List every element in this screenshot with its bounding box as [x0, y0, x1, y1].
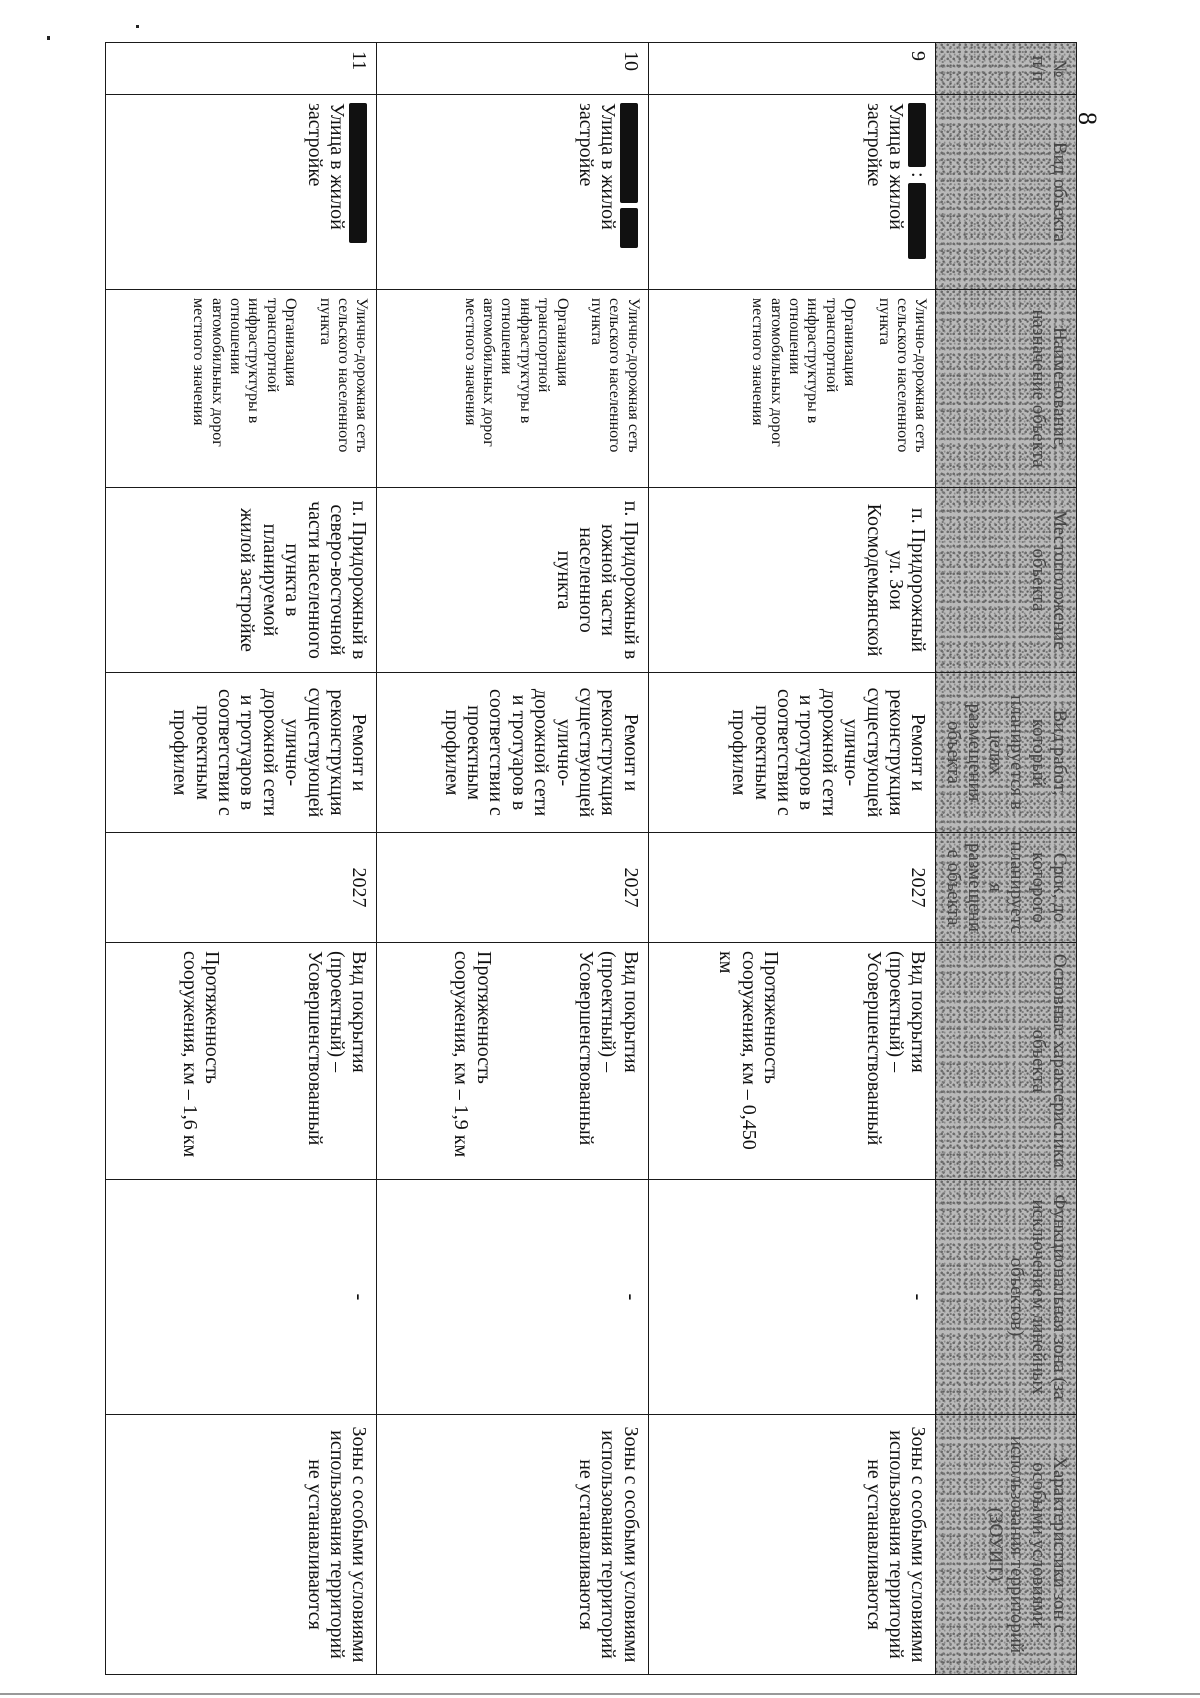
scan-speck	[136, 25, 139, 28]
row-num: 11	[106, 43, 377, 95]
row-name-2: Организация транспортной инфраструктуры в отношении автомобильных дорог местного значения	[749, 298, 859, 447]
row-specs-cell	[106, 943, 377, 1180]
row-type-cell	[648, 95, 936, 290]
row-zone: -	[648, 1180, 936, 1415]
row-type: Улица в жилой застройке	[575, 103, 620, 230]
row-type: Улица в жилой застройке	[303, 103, 349, 230]
row-type-cell	[106, 95, 377, 290]
row-specs-1: Вид покрытия (проектный) – Усовершенствованный	[303, 951, 371, 1146]
row-term: 2027	[106, 833, 377, 943]
header-specs: Основные характеристики объекта	[936, 943, 1077, 1180]
header-zouit: Характеристики зон с особыми условиями использования территорий (ЗОУИТ)	[936, 1415, 1077, 1675]
row-specs-1: Вид покрытия (проектный) – Усовершенствованный	[862, 951, 930, 1146]
row-num: 10	[377, 43, 648, 95]
header-num: № п/п	[936, 43, 1077, 95]
row-specs-2: Протяженность сооружения, км – 1,6 км	[178, 951, 224, 1158]
redacted-mark	[619, 103, 641, 281]
row-term: 2027	[377, 833, 648, 943]
row-type: Улица в жилой застройке	[862, 103, 908, 230]
header-location: Местоположение объекта	[936, 488, 1077, 673]
row-location: п. Придорожный в северо-восточной части населенного пункта в планируемой жилой застройке	[106, 488, 377, 673]
row-zouit: Зоны с особыми условиями использования территорий не устанавливаются	[377, 1415, 648, 1675]
header-row	[936, 43, 1077, 1675]
redacted-mark	[348, 103, 370, 281]
row-specs-2: Протяженность сооружения, км – 1,9 км	[450, 951, 495, 1158]
header-term: Срок, до которого планируется размещение объекта	[936, 833, 1077, 943]
row-work: Ремонт и реконструкция существующей улично-дорожной сети и тротуаров в соответствии с проектным профилем	[648, 673, 936, 833]
row-zone: -	[377, 1180, 648, 1415]
row-specs-1: Вид покрытия (проектный) – Усовершенствованный	[575, 951, 642, 1146]
table-row	[377, 43, 648, 1675]
objects-table	[105, 42, 1077, 1675]
row-name-1: Улично-дорожная сеть сельского населенного пункта	[875, 298, 930, 453]
row-term: 2027	[648, 833, 936, 943]
scan-speck	[47, 36, 50, 40]
header-zone: Функциональная зона (за исключением линейных объектов)	[936, 1180, 1077, 1415]
row-name-cell	[106, 290, 377, 488]
row-zone: -	[106, 1180, 377, 1415]
header-name: Наименование, назначение объекта	[936, 290, 1077, 488]
table-row	[106, 43, 377, 1675]
row-work: Ремонт и реконструкция существующей улично-дорожной сети и тротуаров в соответствии с проектным профилем	[377, 673, 648, 833]
row-name-1: Улично-дорожная сеть сельского населенного пункта	[316, 298, 371, 453]
row-zouit: Зоны с особыми условиями использования территорий не устанавливаются	[648, 1415, 936, 1675]
row-name-cell	[648, 290, 936, 488]
row-name-1: Улично-дорожная сеть сельского населенного пункта	[588, 298, 642, 453]
table-row	[648, 43, 936, 1675]
row-name-cell	[377, 290, 648, 488]
row-zouit: Зоны с особыми условиями использования территорий не устанавливаются	[106, 1415, 377, 1675]
header-type: Вид объекта	[936, 95, 1077, 290]
row-location: п. Придорожный в южной части населенного пункта	[377, 488, 648, 673]
row-type-cell	[377, 95, 648, 290]
row-work: Ремонт и реконструкция существующей улично-дорожной сети и тротуаров в соответствии с проектным профилем	[106, 673, 377, 833]
row-specs-cell	[648, 943, 936, 1180]
row-name-2: Организация транспортной инфраструктуры в отношении автомобильных дорог местного значения	[190, 298, 300, 447]
row-num: 9	[648, 43, 936, 95]
row-location: п. Придорожный ул. Зои Космодемьянской	[648, 488, 936, 673]
page-number: 8	[1073, 112, 1102, 125]
rotated-table-wrapper	[105, 42, 1077, 1674]
row-name-2: Организация транспортной инфраструктуры в отношении автомобильных дорог местного значения	[461, 298, 571, 447]
row-specs-cell	[377, 943, 648, 1180]
row-specs-2: Протяженность сооружения, км – 0,450 км	[715, 951, 783, 1150]
redacted-mark: :	[907, 103, 929, 281]
scan-bottom-edge	[0, 1693, 1200, 1695]
header-work: Вид работ, который планируется в целях размещения объекта	[936, 673, 1077, 833]
